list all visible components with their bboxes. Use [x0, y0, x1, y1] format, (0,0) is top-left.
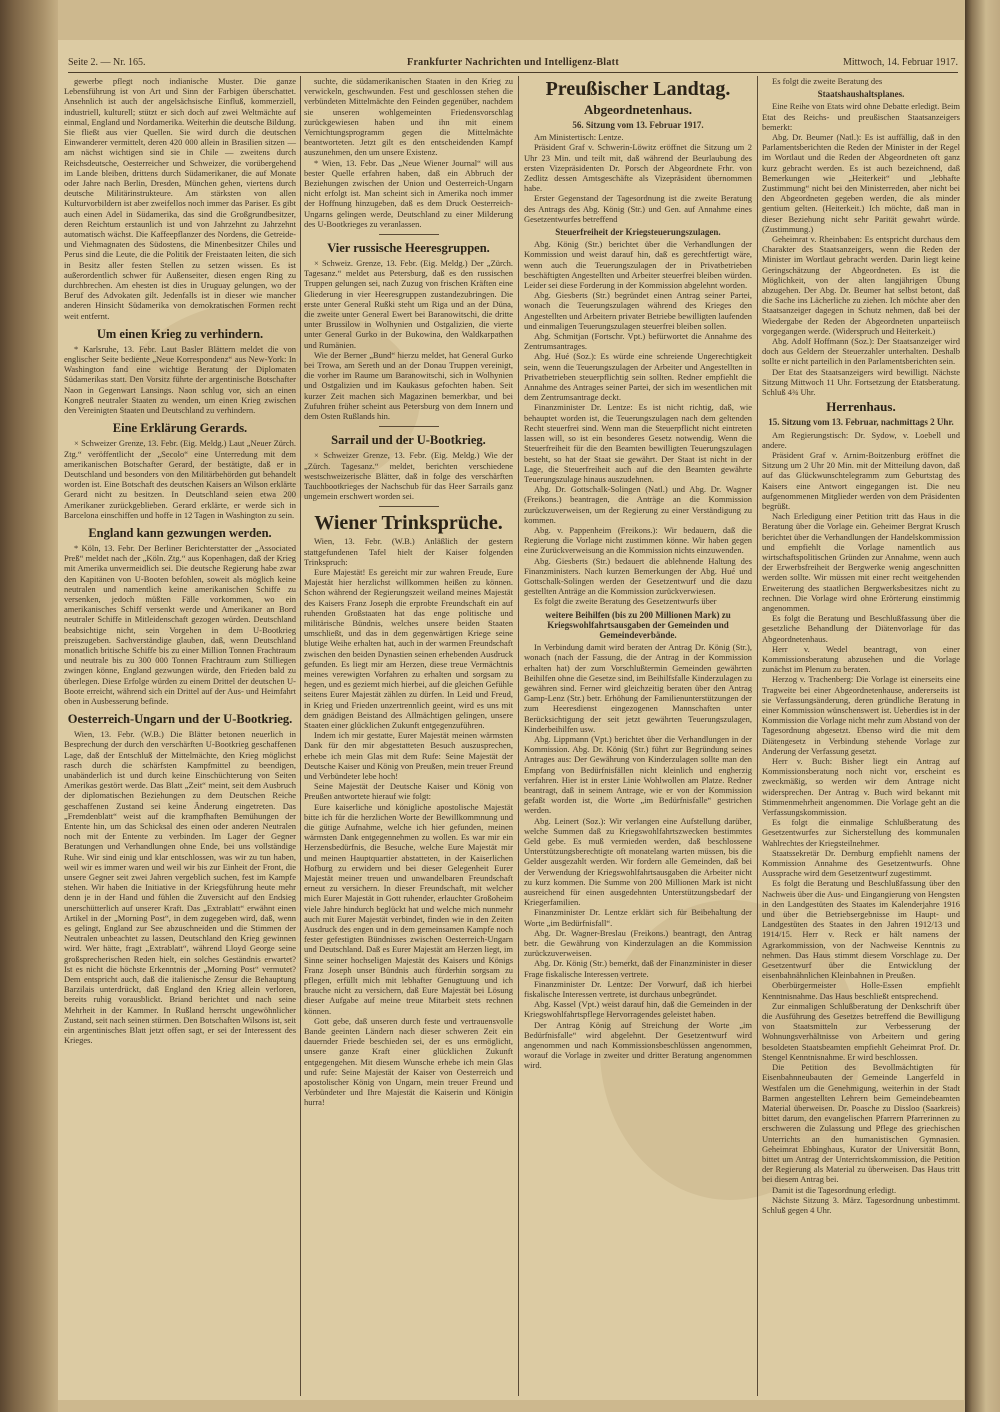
- article-headline: Eine Erklärung Gerards.: [112, 421, 248, 436]
- article-paragraph: Finanzminister Dr. Lentze: Es ist nicht richtig, daß, wie behauptet worden ist, die Teuerungszulagen nach dem geltenden Recht steuerfrei sind. Wenn man die Steuerpflicht nicht eintreten lassen will, so ist ein besonderes Gesetz notwendig. Wenn die Steuerfreiheit für die den Beamten bewilligten Teuerungszulagen besteht, so hat der Staat sie gewährt. Der Staat ist nicht in der Lage, die Steuerfreiheit auch auf die den Beamten gewährte Teuerungszulage hinaus auszudehnen.: [524, 402, 752, 484]
- article-paragraph: Herzog v. Trachenberg: Die Vorlage ist einerseits eine Tragweite bei einer Abgeordnetenhause, andererseits ist sie Verfassungsänderung, deren gründliche Beratung in einer Kommission wünschenswert ist. Ueberdies ist in der Kommission die Vorlage nicht mehr zum Abstand von der Tagesordnung abgesetzt. Ebenso wird die mit dem Diätengesetz in Verbindung stehende Vorlage zur Anderung der Verfassung gesetzt.: [762, 674, 960, 756]
- article-paragraph: Staatssekretär Dr. Dernburg empfiehlt namens der Kommission Annahme des Gesetzentwurfs. Ohne Aussprache wird dem Gesetzentwurf zugestimmt.: [762, 847, 960, 879]
- article-paragraph: Es folgt die zweite Beratung des Gesetzentwurfs über: [534, 596, 717, 607]
- column-4: [762, 76, 960, 1215]
- article-paragraph: × Schweiz. Grenze, 13. Febr. (Eig. Meldg.) Der „Zürch. Tagesanz.“ meldet aus Petersburg, daß es den russischen Truppen gelungen sei, nach Zuzug von frischen Kräften eine Gliederung in vier Heeresgruppen zustandezubringen. Die erste unter General Rußki steht um Riga und an der Düna, die zweite unter General Ewert bei Baranowitschi, die dritte unter Brussilow in Wolhynien und Ostgalizien, die vierte unter General Gurko in der Bukowina, den Waldkarpathen und Rumänien.: [304, 258, 513, 350]
- column-2: [304, 76, 513, 1108]
- section-separator: [379, 234, 439, 235]
- article-paragraph: Herr v. Wedel beantragt, von einer Kommissionsberatung abzusehen und die Vorlage zunächst im Plenum zu beraten.: [762, 643, 960, 675]
- article-paragraph: Es folgt die einmalige Schlußberatung des Gesetzentwurfes zur Sicherstellung des kommunalen Wahlrechtes der Kriegsteilnehmer.: [762, 817, 960, 848]
- article-paragraph: Finanzminister Dr. Lentze erklärt sich für Beibehaltung der Worte „im Bedürfnisfall“.: [524, 907, 752, 928]
- article-headline: Sarrail und der U-Bootkrieg.: [331, 433, 486, 448]
- article-headline: Preußischer Landtag.: [545, 78, 731, 100]
- article-headline: England kann gezwungen werden.: [88, 525, 272, 540]
- section-subheadline: Herrenhaus.: [826, 399, 896, 415]
- article-paragraph: Eure Majestät! Es gereicht mir zur wahren Freude, Eure Majestät hier herzlichst willkommen heißen zu können. Schon während der Regierungszeit weiland meines Majestät des Kaisers Franz Joseph die erprobte Freundschaft ein auf ruhenden Großstaaten hat das enge politische und militärische Bündnis, welches unsere beiden Staaten umschließt, und das in dem gegenwärtigen Kriege seine blutige Weihe erhalten hat, auch in der warmen Freundschaft zwischen den beiden Dynastien seinen erhebenden Ausdruck gefunden. Es liegt mir am Herzen, diese treue Vermächtnis meines verewigten Vorfahren zu erhalten und sorgsam zu hegen, und es geziemt mich hierbei, auf die gleichen Gefühle seitens Eurer Majestät zählen zu dürfen. In Leid und Freud, in Krieg und Frieden unzertrennlich geeint, wird es uns mit dem gnädigen Beistand des Allmächtigen gelingen, unsere Staaten einer glücklichen Zukunft entgegenzuführen.: [304, 566, 513, 730]
- article-paragraph: * Wien, 13. Febr. Das „Neue Wiener Journal“ will aus bester Quelle erfahren haben, daß ein Abbruch der Beziehungen zwischen der Union und Oesterreich-Ungarn nicht erfolgt ist. Man scheint sich in Amerika noch immer der Hoffnung hinzugeben, daß es dem Druck Oesterreich-Ungarns gelingen werde, Deutschland zu einer Milderung des U-Bootkrieges zu veranlassen.: [304, 157, 513, 229]
- article-paragraph: Finanzminister Dr. Lentze: Der Vorwurf, daß ich hierbei fiskalische Interessen vertrete, ist durchaus unbegründet.: [524, 978, 752, 1000]
- article-paragraph: Abg. Lippmann (Vpt.) berichtet über die Verhandlungen in der Kommission. Abg. Dr. König (Str.) führt zur Begründung seines Antrages aus: Der Gewährung von Kinderzulagen sollte man den Empfang von Bedürfnisfällen nicht kleinlich und engherzig verfahren. Hier ist in erster Linie Wohlwollen am Platze. Redner beantragt, daß in seinem Antrage, wie er von der Kommission gefaßt worden ist, die Worte „im Bedürfnisfalle“ gestrichen werden.: [524, 733, 752, 816]
- article-paragraph: Zur einmaligen Schlußberatung der Denkschrift über die Ausführung des Gesetzes betreffend die Bewilligung von Staatsmitteln zur Verbesserung der Wohnungsverhältnisse von Arbeitern und gering besoldeten Staatsbeamten empfiehlt Geheimrat Prof. Dr. Stengel Kenntnisnahme. Er wird beschlossen.: [762, 1000, 960, 1062]
- article-paragraph: Es folgt die Beratung und Beschlußfassung über die gesetzliche Behandlung der Diätenvorlage für das Abgeordnetenhaus.: [762, 613, 960, 644]
- column-divider: [300, 76, 301, 1396]
- column-divider: [757, 76, 758, 1396]
- article-paragraph: Geheimrat v. Rheinbaben: Es entspricht durchaus dem Charakter des Staatsanzeigers, wenn die Reden der Minister im Wortlaut gebracht werden. Darin liegt keine Geringschätzung der Abgeordneten. Es ist die Möglichkeit, von der alten langjährigen Übung abzugehen. Der Abg. Dr. Beumer hat selbst betont, daß die Sache ins Lächerliche zu ziehen. Ich möchte aber den Staatsanzeiger dagegen in Schutz nehmen, daß bei der Wiedergabe der Reden der Abgeordneten unparteiisch vorgegangen werde. (Widerspruch und Heiterkeit.): [762, 234, 960, 336]
- article-paragraph: suchte, die südamerikanischen Staaten in den Krieg zu verwickeln, geschwunden. Fest und geschlossen stehen die verbündeten Mittelmächte den Feinden gegenüber, nachdem sie unseren wohlgemeinten Friedensvorschlag zurückgewiesen haben und ihn mit einem Vernichtungsprogramm gegen die Mittelmächte beantworteten. Jetzt gilt es den entscheidenden Kampf auszunehmen, den um unsere Existenz.: [304, 76, 513, 158]
- article-paragraph: Abg. König (Str.) berichtet über die Verhandlungen der Kommission und weist darauf hin, daß es gerechtfertigt wäre, wenn auch die Teuerungszulagen der in Privatbetrieben beschäftigten Angestellten und Arbeiter steuerfrei bleiben würden. Leider sei diese Forderung in der Kommission abgelehnt worden.: [524, 239, 752, 291]
- article-paragraph: Präsident Graf v. Schwerin-Löwitz eröffnet die Sitzung um 2 Uhr 23 Min. und teilt mit, daß während der Beurlaubung des ersten Vizepräsidenten Dr. Porsch der Abgeordnete Frhr. von Zedlitz dessen Amtsgeschäfte als Vizepräsident übernommen habe.: [524, 142, 752, 194]
- article-paragraph: Wien, 13. Febr. (W.B.) Die Blätter betonen neuerlich in Besprechung der durch den verschärften U-Bootkrieg geschaffenen Lage, daß der Entschluß der Mittelmächte, den Krieg möglichst rasch durch die schärfsten Kampfmittel zu beendigen, unabänderlich ist und durch keine Einschüchterung von Seiten Amerikas gestört werde. Das Blatt „Zeit“ meint, seit dem Ausbruch der diplomatischen Beziehungen zu dem Deutschen Reiche geschaffenen Zustand sei keine Änderung eingetreten. Das „Fremdenblatt“ weist auf die krampfhaften Bemühungen der Entente hin, um das Schicksal des einen oder anderen Neutralen noch mit der Entente zu verbinden. Im Lager der Gegner Beratungen und Verhandlungen ohne Ende, bei uns vollständige Ruhe. Wir sind einig und klar entschlossen, was wir zu tun haben, weil wir es immer waren und weil wir bis zur Einheit der Front, die unsere Gegner seit zwei Jahren vergeblich suchen, fest im Kampfe stehen. Wir haben die Initiative in der Kriegsführung heute mehr denn je in der Hand und fühlen die Zuversicht auf den Endsieg unerschütterlich auf unserer Kraft. Das „Extrablatt“ erwähnt einen Artikel in der „Morning Post“, in dem zugegeben wird, daß, wenn es gelingt, England zur See abzuschneiden und die Stimmen der Neutralen unbeachtet zu lassen, Deutschland den Krieg gewinnen wird. Wer hätte, fragt „Extrablatt“, während Lloyd George seine großsprecherischen Reden hielt, ein solches Geständnis erwartet? Ist es nicht die höchste Erkenntnis der „Morning Post“ vermutet? Dem entspricht auch, daß die italienische Zensur die Behauptung Barzilais unterdrückt, daß England den Krieg allein verloren, bereits ruhig vorausblickt. Briand berichtet und nach seine Mehrheit in der Kammer. In Rußland herrscht ungewöhnlicher Zustand, seit nach seinen stürmen. Den Botschaften Wilsons ist, seit ein argentinisches Blatt jetzt offen sagt, er sei der Interessent des Krieges.: [64, 729, 296, 1046]
- issue-date: Mittwoch, 14. Februar 1917.: [843, 57, 958, 68]
- article-paragraph: gewerbe pflegt noch indianische Muster. Die ganze Lebensführung ist von Art und Sinn der Farbigen überschattet. Ansehnlich ist auch der angelsächsische Einfluß, kommerziell, industriell, kulturell; stützt er sich doch auf zwei Weltmächte auf einmal, England und Nordamerika. Weiterhin die deutsche Bildung. Sie fließt aus vier Quellen. Sie wird durch die deutschen Einwanderer vermittelt, deren 420 000 allein in Brasilien sitzen — am nächst wichtigen sind sie in Chile — zweitens durch Reichsdeutsche, Oesterreicher und Schweizer, die vorübergehend im Lande bleiben, drittens durch Südamerikaner, die auf Monate oder Jahre nach Berlin, Dresden, München gehen, viertens durch deutsche Militärinstrukteure. Am stärksten von allen Kulturvorbildern ist aber zweifellos noch immer das Pariser. Es gibt auch einen Adel in Südamerika, das sind die Großgrundbesitzer, deren Reichtum erstaunlich ist und von Jahrzehnt zu Jahrzehnt automatisch wächst. Die Kaffeepflanzer des Nordens, die Getreide- und Viehmagnaten des Südostens, die Minenbesitzer Chiles und Perus sind die Leute, die die Politik der Freistaaten leiten, die sich in Besitz aller festen Stellen zu setzen wissen. Es ist außerordentlich schwer für Außenseiter, diesen engen Ring zu durchbrechen. Am ehesten ist dies in Uruguay gelungen, wo der Beruf des Advokaten gilt. Jedenfalls ist in dieser wie mancher anderen Hinsicht Südamerika von demokratischen Formen recht weit entfernt.: [64, 76, 296, 321]
- article-paragraph: * Köln, 13. Febr. Der Berliner Berichterstatter der „Associated Preß“ meldet nach der „Köln. Ztg.“ aus Kopenhagen, daß der Krieg mit Amerika unvermeidlich sei. Die deutsche Regierung habe zwar den Kapitänen von U-Booten befohlen, soweit als möglich keine neutralen und namentlich keine amerikanischen Schiffe zu versenken, jedoch müßten Fälle vorkommen, wo ein amerikanisches Schiff versenkt werde und Amerikaner an Bord neutraler Schiffe in Mitleidenschaft gezogen würden. Deutschland beabsichtige nicht, sein Vorgehen in dem U-Bootkrieg preiszugeben. Sachverständige glauben, daß, wenn Deutschland monatlich britische Schiffe bis zu einer Million Tonnen Frachtraum und neutrale bis zu 300 000 Tonnen Frachtraum zum Stilliegen zwingen könne, England gezwungen würde, den Frieden bald zu überlegen. Diese Erfolge würden zu einem Drittel der deutschen U-Boote erreicht, während sich ein Drittel auf der Aus- und Heimfahrt oben in Ausbesserung befinde.: [64, 542, 296, 706]
- article-paragraph: Indem ich mir gestatte, Eurer Majestät meinen wärmsten Dank für den mir abgestatteten Besuch auszusprechen, erhebe ich mein Glas mit dem Rufe: Seine Majestät der Deutsche Kaiser und König von Preußen, mein treuer Freund und Verbündeter lebe hoch!: [304, 730, 513, 781]
- article-paragraph: Gott gebe, daß unseren durch feste und vertrauensvolle Bande geeinten Ländern nach dieser schweren Zeit ein dauernder Friede beschieden sei, der es uns ermöglicht, unsere ganze Kraft einer glücklichen Zukunft entgegengehen. Mit diesem Wunsche erhebe ich mein Glas und rufe: Seine Majestät der Kaiser von Oesterreich und apostolischer König von Ungarn, mein treuer Freund und Verbündeter und Ihre Majestät die Kaiserin und Königin hurra!: [304, 1015, 513, 1108]
- article-paragraph: Der Antrag König auf Streichung der Worte „im Bedürfnisfalle“ wird abgelehnt. Der Gesetzentwurf wird angenommen und nach Kommissionsbeschlüssen angenommen, worauf die Vorlage in zweiter und dritter Beratung angenommen wird.: [524, 1019, 752, 1071]
- article-paragraph: Abg. Leinert (Soz.): Wir verlangen eine Aufstellung darüber, welche Summen daß zu Kriegswohlfahrtszwecken bestimmtes Geld gebe. Es muß vermieden werden, daß beschlossene Unterstützungsberechtigte oft monatelang warten müssen, bis die Gelder ausgezahlt werden. Wir fordern alle Gemeinden, daß bei der Verwendung der Kriegswohlfahrtsausgaben die Arbeiter nicht zu kurz kommen. Die Summe von 200 Millionen Mark ist nicht ausreichend für einen ausgedehnten Unterstützungsbedarf der Kriegerfamilien.: [524, 815, 752, 908]
- column-3: [524, 76, 752, 1071]
- article-paragraph: Abg. Kassel (Vpt.) weist darauf hin, daß die Gemeinden in der Kriegswohlfahrtspflege Hervorragendes geleistet haben.: [524, 999, 752, 1020]
- article-paragraph: In Verbindung damit wird beraten der Antrag Dr. König (Str.), wonach (nach der Fassung, die der Antrag in der Kommission erhalten hat) der zum Vorschlußtermin Gemeinden gewährten Beihilfen ohne die Gesetze sind, im Beihilfsfalle Kinderzulagen zu gewähren sind. Ferner wird gleichzeitig beraten über den Antrag Gamp-Lenz (Str.) betr. Erhöhung der Familienunterstützungen der zum Heeresdienst eingezogenen Mannschaften unter Berücksichtigung der seit jetzt gewährten Teuerungszulagen, Kinderbeihilfen usw.: [524, 642, 752, 734]
- article-paragraph: Erster Gegenstand der Tagesordnung ist die zweite Beratung des Antrags des Abg. König (Str.) und Gen. auf Annahme eines Gesetzentwurfes betreffend: [524, 193, 752, 224]
- article-paragraph: Abg. Schmitjan (Fortschr. Vpt.) befürwortet die Annahme des Zentrumsantrages.: [524, 331, 752, 352]
- article-paragraph: Herr v. Buch: Bisher liegt ein Antrag auf Kommissionsberatung noch nicht vor, erscheint es zweckmäßig, so werden wir dem Antrage nicht widersprechen. Der Antrag v. Buch wird bekannt mit Stimmenmehrheit angenommen. Die Vorlage geht an die Verfassungskommission.: [762, 756, 960, 818]
- article-paragraph: Abg. Giesberts (Str.) bedauert die ablehnende Haltung des Finanzministers. Nach kurzen Bemerkungen der Abg. Hué und Gottschalk-Solingen werden der Gesetzentwurf und die dazu gestellten Anträge an die Kommission zurückverwiesen.: [524, 555, 752, 597]
- article-paragraph: × Schweizer Grenze, 13. Febr. (Eig. Meldg.) Wie der „Zürch. Tagesanz.“ meldet, berichten verschiedene westschweizerische Blätter, daß in folge des verschärften Tauchbootkrieges der Nachschub für das Heer Sarrails ganz ungemein erschwert worden sei.: [304, 450, 513, 502]
- session-heading: 56. Sitzung vom 13. Februar 1917.: [572, 120, 704, 130]
- article-paragraph: * Karlsruhe, 13. Febr. Laut Basler Blättern meldet die von englischer Seite bediente „Neue Korrespondenz“ aus New-York: In Washington fand eine wichtige Beratung der Diplomaten Südamerikas statt. Den Vorsitz führte der argentinische Botschafter Naon in Gegenwart Lansings. Naon schlug vor, sich an einen Kongreß neutraler Staaten zu wenden, um einen Krieg zwischen den Vereinigten Staaten und Deutschland zu verhindern.: [64, 343, 296, 416]
- article-paragraph: Abg. Adolf Hoffmann (Soz.): Der Staatsanzeiger wird doch aus Geldern der Steuerzahler unterhalten. Deshalb sollte er nicht parteilich in den Parlamentsberichten sein.: [762, 336, 960, 367]
- article-paragraph: × Schweizer Grenze, 13. Febr. (Eig. Meldg.) Laut „Neuer Zürch. Ztg.“ veröffentlicht der „Secolo“ eine Unterredung mit dem amerikanischen Botschafter Gerard, der bestätigte, daß er in Deutschland und besonders von den Militärbehörden gut behandelt worden ist. Eine Botschaft des deutschen Kaisers an Wilson erklärte Gerard nicht zu besitzen. In Deutschland seien etwa 200 Amerikaner zurückgeblieben. Gerard erklärte, er werde sich in Barcelona einschiffen und hoffe in 12 Tagen in Washington zu sein.: [64, 438, 296, 520]
- article-paragraph: Eure kaiserliche und königliche apostolische Majestät bitte ich für die herzlichen Worte der Bewillkommnung und die gütige Aufnahme, welche ich hier gefunden, meinen wärmsten Dank entgegennehmen zu wollen. Es war mir ein Herzensbedürfnis, die Besuche, welche Eure Majestät mir und meinen Hauptquartier abstatteten, in der Kaiserlichen Hofburg zu erwidern und bei dieser Gelegenheit Eurer Majestät meiner treuen und unwandelbaren Freundschaft erneut zu versichern. In dieser Freundschaft, mit welcher mich Eurer Majestät in Gott ruhender, erlauchter Großoheim viele Jahre hindurch beglückt hat und welche mich nunmehr auch mit Eurer Majestät verbindet, finden wie in den Zeiten Ausdruck des engen und in dem gemeinsamen Kampfe noch fester gefestigten Bündnisses zwischen Oesterreich-Ungarn und Deutschland. Daß es Eurer Majestät am Herzen liegt, im Sinne seiner hochseligen Majestät des Kaisers und Königs Franz Joseph unser Bündnis auch fürderhin sorgsam zu pflegen, erfüllt mich mit lebhafter Genugtuung und ich brauche nicht zu versichern, daß Eure Majestät bei Lösung dieser Aufgabe auf meine treue Mitarbeit stets rechnen können.: [304, 801, 513, 1016]
- article-paragraph: Abg. v. Pappenheim (Freikons.): Wir bedauern, daß die Regierung die Vorlage nicht zustimmen könne. Wir haben gegen eine Zurückverweisung an die Kommission nichts einzuwenden.: [524, 524, 752, 556]
- column-1: [64, 76, 296, 1045]
- running-header: [68, 56, 958, 73]
- article-paragraph: Abg. Dr. Beumer (Natl.): Es ist auffällig, daß in den Parlamentsberichten die Reden der Minister in der Regel im Wortlaut und die Reden der Abgeordneten oft ganz kurz gebracht werden. Es ist auch bezeichnend, daß Bemerkungen wie „Heiterkeit“ und „lebhafte Zustimmung“ nicht bei den Ministerreden, aber nicht bei den Abgeordneten gegeben werden, die als minder gentium gelten. (Heiterkeit.) Ich möchte, daß man in dieser Beziehung nicht sehr Parität gewahrt würde. (Zustimmung.): [762, 132, 960, 234]
- session-heading: Steuerfreiheit der Kriegsteuerungszulagen.: [555, 227, 721, 238]
- article-paragraph: Abg. Dr. Gottschalk-Solingen (Natl.) und Abg. Dr. Wagner (Freikons.) beantragen, die Anträge an die Kommission zurückzuverweisen, um der Regierung zu einer Verständigung zu kommen.: [524, 484, 752, 525]
- article-paragraph: Abg. Dr. Wagner-Breslau (Freikons.) beantragt, den Antrag betr. die Gewährung von Kinderzulagen an die Kommission zurückzuverweisen.: [524, 927, 752, 959]
- article-paragraph: Wie der Berner „Bund“ hierzu meldet, hat General Gurko bei Trowa, am Sereth und an der Donau Truppen vereinigt, die vorher im Raume um Baranowitschi, sich in Wolhynien und Ostgalizien und im Kaukasus gefochten haben. Seit kurzer Zeit machen sich Magazinen bemerkbar, und bei Zufuhren früher scheint aus Petersburg von dem Innern und dem Osten Rußlands hin.: [304, 349, 513, 422]
- article-paragraph: Wien, 13. Febr. (W.B.) Anläßlich der gestern stattgefundenen Tafel hielt der Kaiser folgenden Trinkspruch:: [304, 536, 513, 567]
- article-paragraph: Am Ministertisch: Lentze.: [534, 132, 624, 143]
- section-separator: [379, 506, 439, 507]
- article-paragraph: Am Regierungstisch: Dr. Sydow, v. Loebell und andere.: [762, 429, 960, 450]
- adjacent-page-edge: [965, 0, 1000, 1412]
- article-paragraph: Seine Majestät der Deutsche Kaiser und König von Preußen antwortete hierauf wie folgt:: [304, 781, 513, 802]
- article-headline: Wiener Trinksprüche.: [314, 512, 503, 535]
- section-separator: [379, 426, 439, 427]
- article-paragraph: Abg. Giesberts (Str.) begründet einen Antrag seiner Partei, wonach die Teuerungszulagen während des Krieges den Angestellten und Arbeitern privater Betriebe bewilligten laufenden und einmaligen Teuerungszulagen steuerfrei bleiben sollen.: [524, 290, 752, 331]
- session-heading: 15. Sitzung vom 13. Februar, nachmittags 2 Uhr.: [768, 417, 954, 428]
- article-paragraph: Nächste Sitzung 3. März. Tagesordnung unbestimmt. Schluß gegen 4 Uhr.: [762, 1194, 960, 1215]
- article-headline: Vier russische Heeresgruppen.: [327, 241, 490, 256]
- article-headline: Um einen Krieg zu verhindern.: [96, 326, 264, 341]
- article-paragraph: Der Etat des Staatsanzeigers wird bewilligt. Nächste Sitzung Mittwoch 11 Uhr. Fortsetzung der Etatsberatung. Schluß 4¾ Uhr.: [762, 366, 960, 398]
- article-paragraph: Es folgt die zweite Beratung des: [772, 76, 883, 86]
- article-paragraph: Es folgt die Beratung und Beschlußfassung über den Nachweis über die Aus- und Eingangierung von Hengsten in den Landgestüten des Staates im Kalenderjahre 1916 und über die Betriebsergebnisse im Haupt- und Landgestüten des Staates in den Jahren 1912/13 und 1914/15. Herr v. Reck er hält namens der Agrarkommission, von der Nachweise Kenntnis zu nehmen. Das Haus stimmt diesem Vorschlage zu. Der Gesetzentwurf über die Entwicklung der eisenbahnähnlichen Kleinbahnen in Preußen.: [762, 878, 960, 981]
- article-headline: Oesterreich-Ungarn und der U-Bootkrieg.: [67, 712, 293, 727]
- article-paragraph: Eine Reihe von Etats wird ohne Debatte erledigt. Beim Etat des Reichs- und preußischen Staatsanzeigers bemerkt:: [762, 101, 960, 132]
- book-binding-edge: [0, 0, 58, 1412]
- article-paragraph: Abg. Dr. König (Str.) bemerkt, daß der Finanzminister in dieser Frage fiskalische Interessen vertrete.: [524, 958, 752, 979]
- session-heading: weitere Beihilfen (bis zu 200 Millionen Mark) zu Kriegswohlfahrtsausgaben der Gemeinden und Gemeindeverbände.: [545, 609, 731, 640]
- page-number: Seite 2. — Nr. 165.: [68, 57, 146, 68]
- column-divider: [518, 76, 519, 1396]
- article-paragraph: Die Petition des Bevollmächtigten für Eisenbahnneubauten der Gemeinde Langerfeld in Westfalen um die Genehmigung, weiterhin in der Stadt Barmen angestellten Lehrern beim Gemeindebeamten Material überweisen. Dr. Poasche zu Dissloo (Saarkreis) bittet darum, den evangelischen Pfarrern Pfarrerinnen zu erschweren die Zulassung und Pflege des griechischen Unterrichts an den humanistischen Gymnasien. Geheimrat Ebbinghaus, Kurator der Universität Bonn, bittet um Antrag der Unterrichtskommission, die Petition der Regierung als Material zu überweisen. Das Haus tritt bei diesem Antrag bei.: [762, 1062, 960, 1185]
- newspaper-title: Frankfurter Nachrichten und Intelligenz-Blatt: [407, 57, 619, 68]
- section-subheadline: Abgeordnetenhaus.: [584, 102, 692, 117]
- article-paragraph: Oberbürgermeister Holle-Essen empfiehlt Kenntnisnahme. Das Haus beschließt entsprechend.: [762, 980, 960, 1001]
- article-paragraph: Abg. Hué (Soz.): Es würde eine schreiende Ungerechtigkeit sein, wenn die Teuerungszulagen der Arbeiter und Angestellten in Privatbetrieben steuerpflichtig sein sollten. Redner empfiehlt die Annahme des Antrages seiner Partei, der sich im wesentlichen mit dem Zentrumsantrage deckt.: [524, 351, 752, 403]
- article-paragraph: Präsident Graf v. Arnim-Boitzenburg eröffnet die Sitzung um 2 Uhr 20 Min. mit der Mitteilung davon, daß auf das Glückwunschtelegramm zum Geburtstag des Kaisers eine Antwort eingegangen ist. Die neu aufgenommenen Mitglieder werden von dem Präsidenten begrüßt.: [762, 449, 960, 511]
- article-paragraph: Nach Erledigung einer Petition tritt das Haus in die Beratung über die Vorlage ein. Geheimer Bergrat Krusch berichtet über die Verhandlungen der Handelskommission und empfiehlt die Vorlage namentlich aus wirtschaftspolitischen Gründen zur Annahme, wenn auch der Erwerbsfreiheit der Bergwerke wenig angeschnitten werden sollte. Wir müssen mit einer recht weitgehenden Erweiterung des staatlichen Bergwerksbesitzes nicht zu rechnen. Die Vorlage wird ohne Erörterung einstimmig angenommen.: [762, 511, 960, 613]
- session-heading: Staatshaushaltsplanes.: [817, 89, 905, 100]
- article-paragraph: Damit ist die Tagesordnung erledigt.: [772, 1184, 897, 1195]
